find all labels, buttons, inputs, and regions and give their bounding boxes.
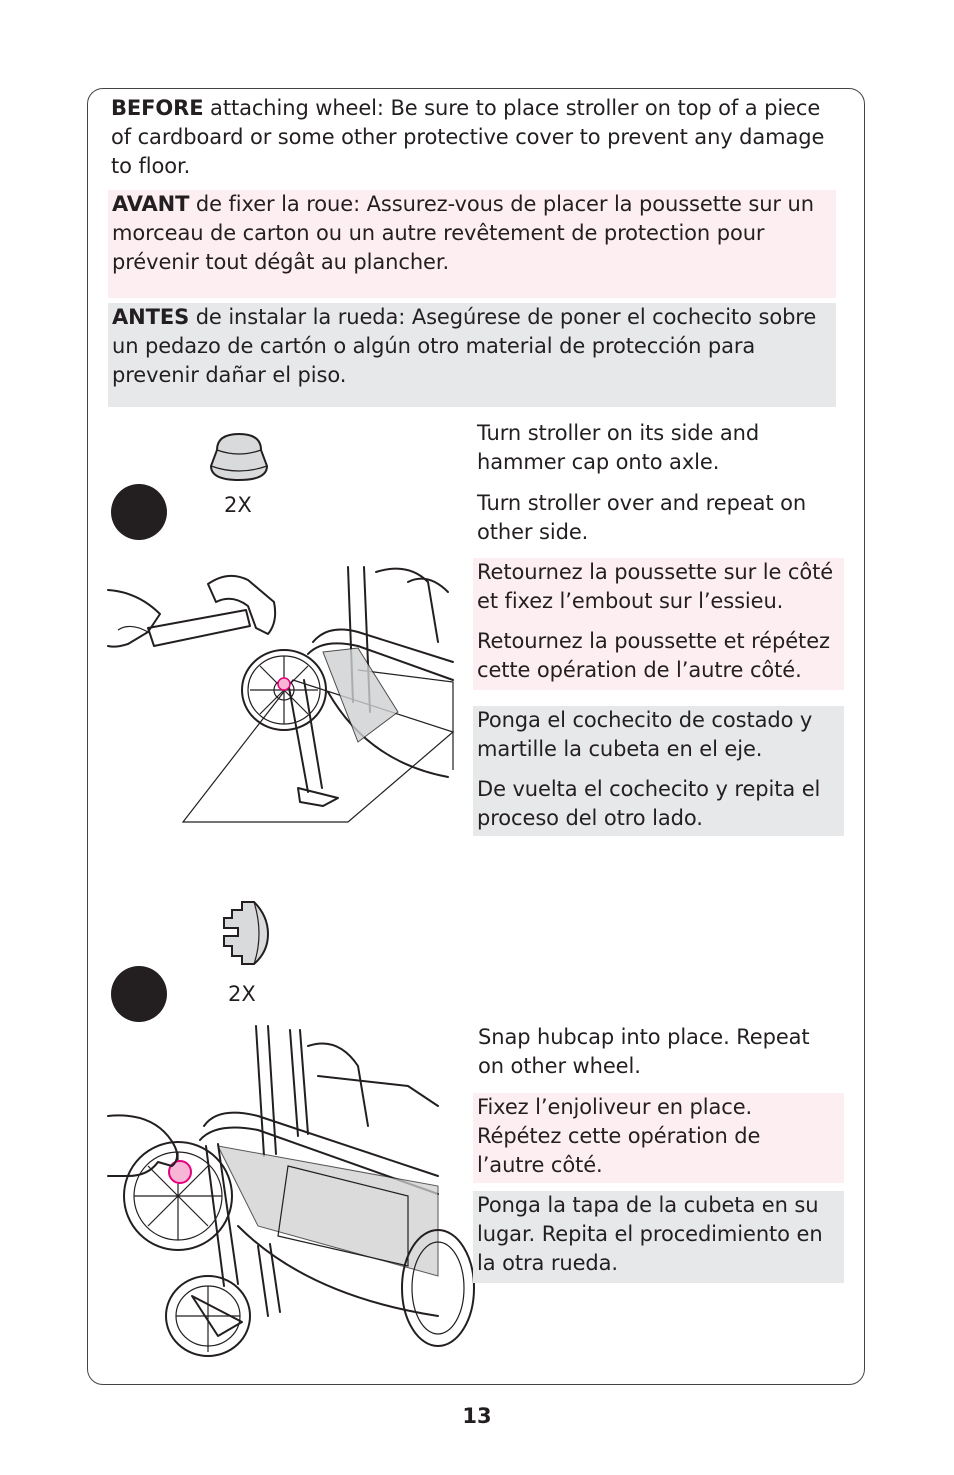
warning-spanish: ANTES de instalar la rueda: Asegúrese de poner el cochecito sobre un pedazo de cartón o algún otro material de protección para prevenir dañar el piso. <box>108 303 836 407</box>
step-1-french-1: Retournez la poussette sur le côté et fixez l’embout sur l’essieu. <box>477 560 834 613</box>
step-2-quantity: 2X <box>228 982 256 1006</box>
axle-cap-highlight <box>278 678 290 690</box>
warning-english: BEFORE attaching wheel: Be sure to place stroller on top of a piece of cardboard or some other protective cover to prevent any damage to floor. <box>111 96 825 178</box>
hammer-head <box>208 576 275 634</box>
step-1-spanish-2: De vuelta el cochecito y repita el proceso del otro lado. <box>477 777 821 830</box>
hand <box>108 1115 177 1176</box>
step-1-spanish-box <box>473 706 844 836</box>
step-1-english-1: Turn stroller on its side and hammer cap onto axle. <box>477 421 760 474</box>
step-1-spanish-1: Ponga el cochecito de costado y martille la cubeta en el eje. <box>477 708 813 761</box>
hammer-handle <box>148 610 250 646</box>
step-2-spanish: Ponga la tapa de la cubeta en su lugar. Repita el procedimiento en la otra rueda. <box>477 1193 823 1275</box>
step-2-french-box <box>473 1093 844 1183</box>
step-1-french-box <box>473 558 844 690</box>
warning-french: AVANT de fixer la roue: Assurez-vous de placer la poussette sur un morceau de carton ou un autre revêtement de protection pour prévenir tout dégât au plancher. <box>108 190 836 298</box>
step-2-illustration <box>108 1026 444 1352</box>
step-1-marker <box>111 484 167 540</box>
step-1-english-2: Turn stroller over and repeat on other side. <box>477 491 807 544</box>
step-1-quantity: 2X <box>224 493 252 517</box>
page-number: 13 <box>462 1404 492 1428</box>
step-2-marker <box>111 966 167 1022</box>
step-2-english: Snap hubcap into place. Repeat on other wheel. <box>478 1025 810 1078</box>
hubcap-icon <box>218 898 274 970</box>
step-1-illustration <box>108 562 453 827</box>
step-2-french: Fixez l’enjoliveur en place. Répétez cette opération de l’autre côté. <box>477 1095 761 1177</box>
hubcap-highlight <box>169 1161 191 1183</box>
axle-cap-icon <box>205 428 275 488</box>
step-2-spanish-box <box>473 1191 844 1283</box>
step-1-french-2: Retournez la poussette et répétez cette opération de l’autre côté. <box>477 629 830 682</box>
